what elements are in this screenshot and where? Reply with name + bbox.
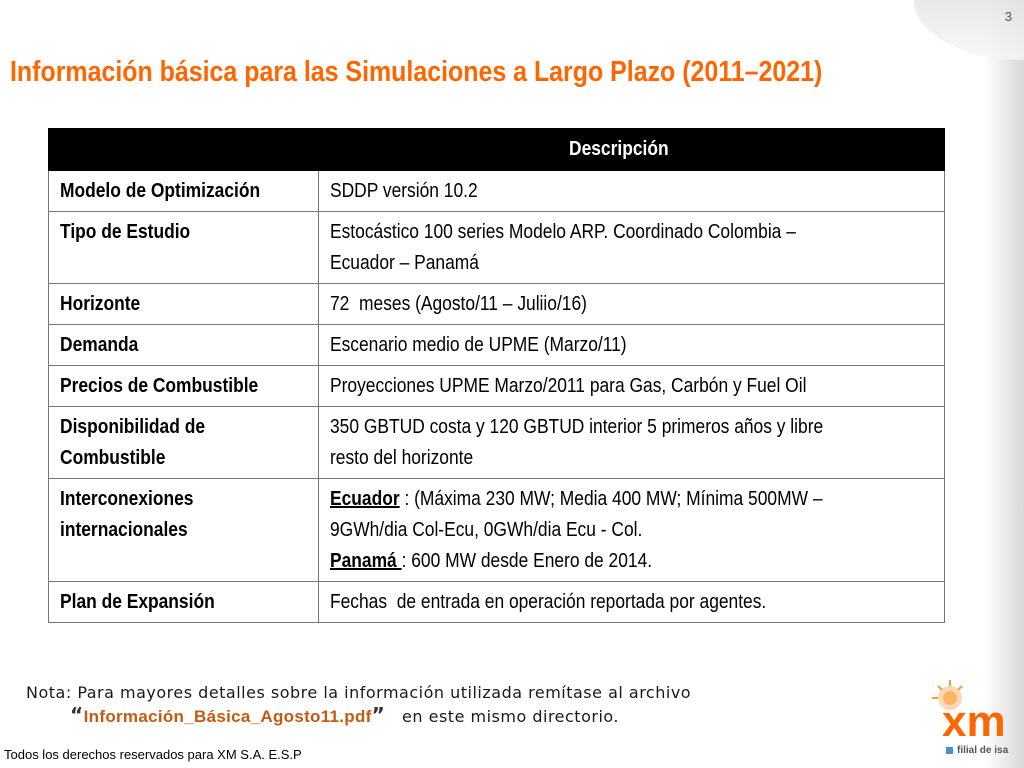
row-description: 72 meses (Agosto/11 – Juliio/16) bbox=[319, 284, 945, 325]
ecuador-label: Ecuador bbox=[330, 488, 400, 510]
row-label: Horizonte bbox=[49, 284, 319, 325]
note-file-name: Información_Básica_Agosto11.pdf bbox=[83, 707, 372, 726]
right-edge-background bbox=[984, 0, 1024, 768]
note bbox=[26, 682, 691, 728]
header-description-cell: Descripción bbox=[319, 129, 945, 171]
row-label: Interconexiones internacionales bbox=[49, 479, 319, 582]
row-label: Disponibilidad de Combustible bbox=[49, 407, 319, 479]
note-close-quote: ” bbox=[371, 703, 386, 727]
panama-text: : 600 MW desde Enero de 2014. bbox=[401, 550, 653, 572]
row-label: Precios de Combustible bbox=[49, 366, 319, 407]
ecuador-text-2: 9GWh/dia Col-Ecu, 0GWh/dia Ecu - Col. bbox=[330, 519, 643, 541]
xm-logo-text: xm bbox=[942, 697, 1006, 746]
note-prefix: Nota: Para mayores detalles sobre la información utilizada remítase al archivo bbox=[26, 683, 692, 702]
table-row bbox=[49, 366, 945, 407]
row-label: Modelo de Optimización bbox=[49, 171, 319, 212]
square-icon bbox=[946, 747, 953, 754]
table-row bbox=[49, 582, 945, 623]
row-label: Demanda bbox=[49, 325, 319, 366]
row-label: Plan de Expansión bbox=[49, 582, 319, 623]
header-label-cell bbox=[49, 129, 319, 171]
table-row bbox=[49, 212, 945, 284]
table-row bbox=[49, 479, 945, 582]
row-description: 350 GBTUD costa y 120 GBTUD interior 5 primeros años y libre resto del horizonte bbox=[319, 407, 945, 479]
logo-subtitle: filial de isa bbox=[946, 745, 1008, 756]
xm-logo bbox=[930, 678, 1020, 748]
ecuador-text: : (Máxima 230 MW; Media 400 MW; Mínima 500MW – bbox=[399, 488, 823, 510]
table-row bbox=[49, 171, 945, 212]
note-suffix: en este mismo directorio. bbox=[385, 707, 619, 726]
row-description: Escenario medio de UPME (Marzo/11) bbox=[319, 325, 945, 366]
row-description: Estocástico 100 series Modelo ARP. Coordinado Colombia – Ecuador – Panamá bbox=[319, 212, 945, 284]
row-description: Fechas de entrada en operación reportada por agentes. bbox=[319, 582, 945, 623]
page-number: 3 bbox=[1004, 9, 1012, 24]
page-title: Información básica para las Simulaciones a Largo Plazo (2011–2021) bbox=[10, 56, 823, 88]
note-open-quote: “ bbox=[70, 703, 84, 727]
row-description: SDDP versión 10.2 bbox=[319, 171, 945, 212]
row-description: Proyecciones UPME Marzo/2011 para Gas, Carbón y Fuel Oil bbox=[319, 366, 945, 407]
info-table bbox=[48, 128, 945, 623]
row-description bbox=[319, 479, 945, 582]
table-row bbox=[49, 407, 945, 479]
table-row bbox=[49, 284, 945, 325]
panama-label: Panamá bbox=[330, 550, 402, 572]
table-row bbox=[49, 325, 945, 366]
row-label: Tipo de Estudio bbox=[49, 212, 319, 284]
footer-copyright: Todos los derechos reservados para XM S.A. E.S.P bbox=[4, 747, 302, 762]
table-header-row bbox=[49, 129, 945, 171]
